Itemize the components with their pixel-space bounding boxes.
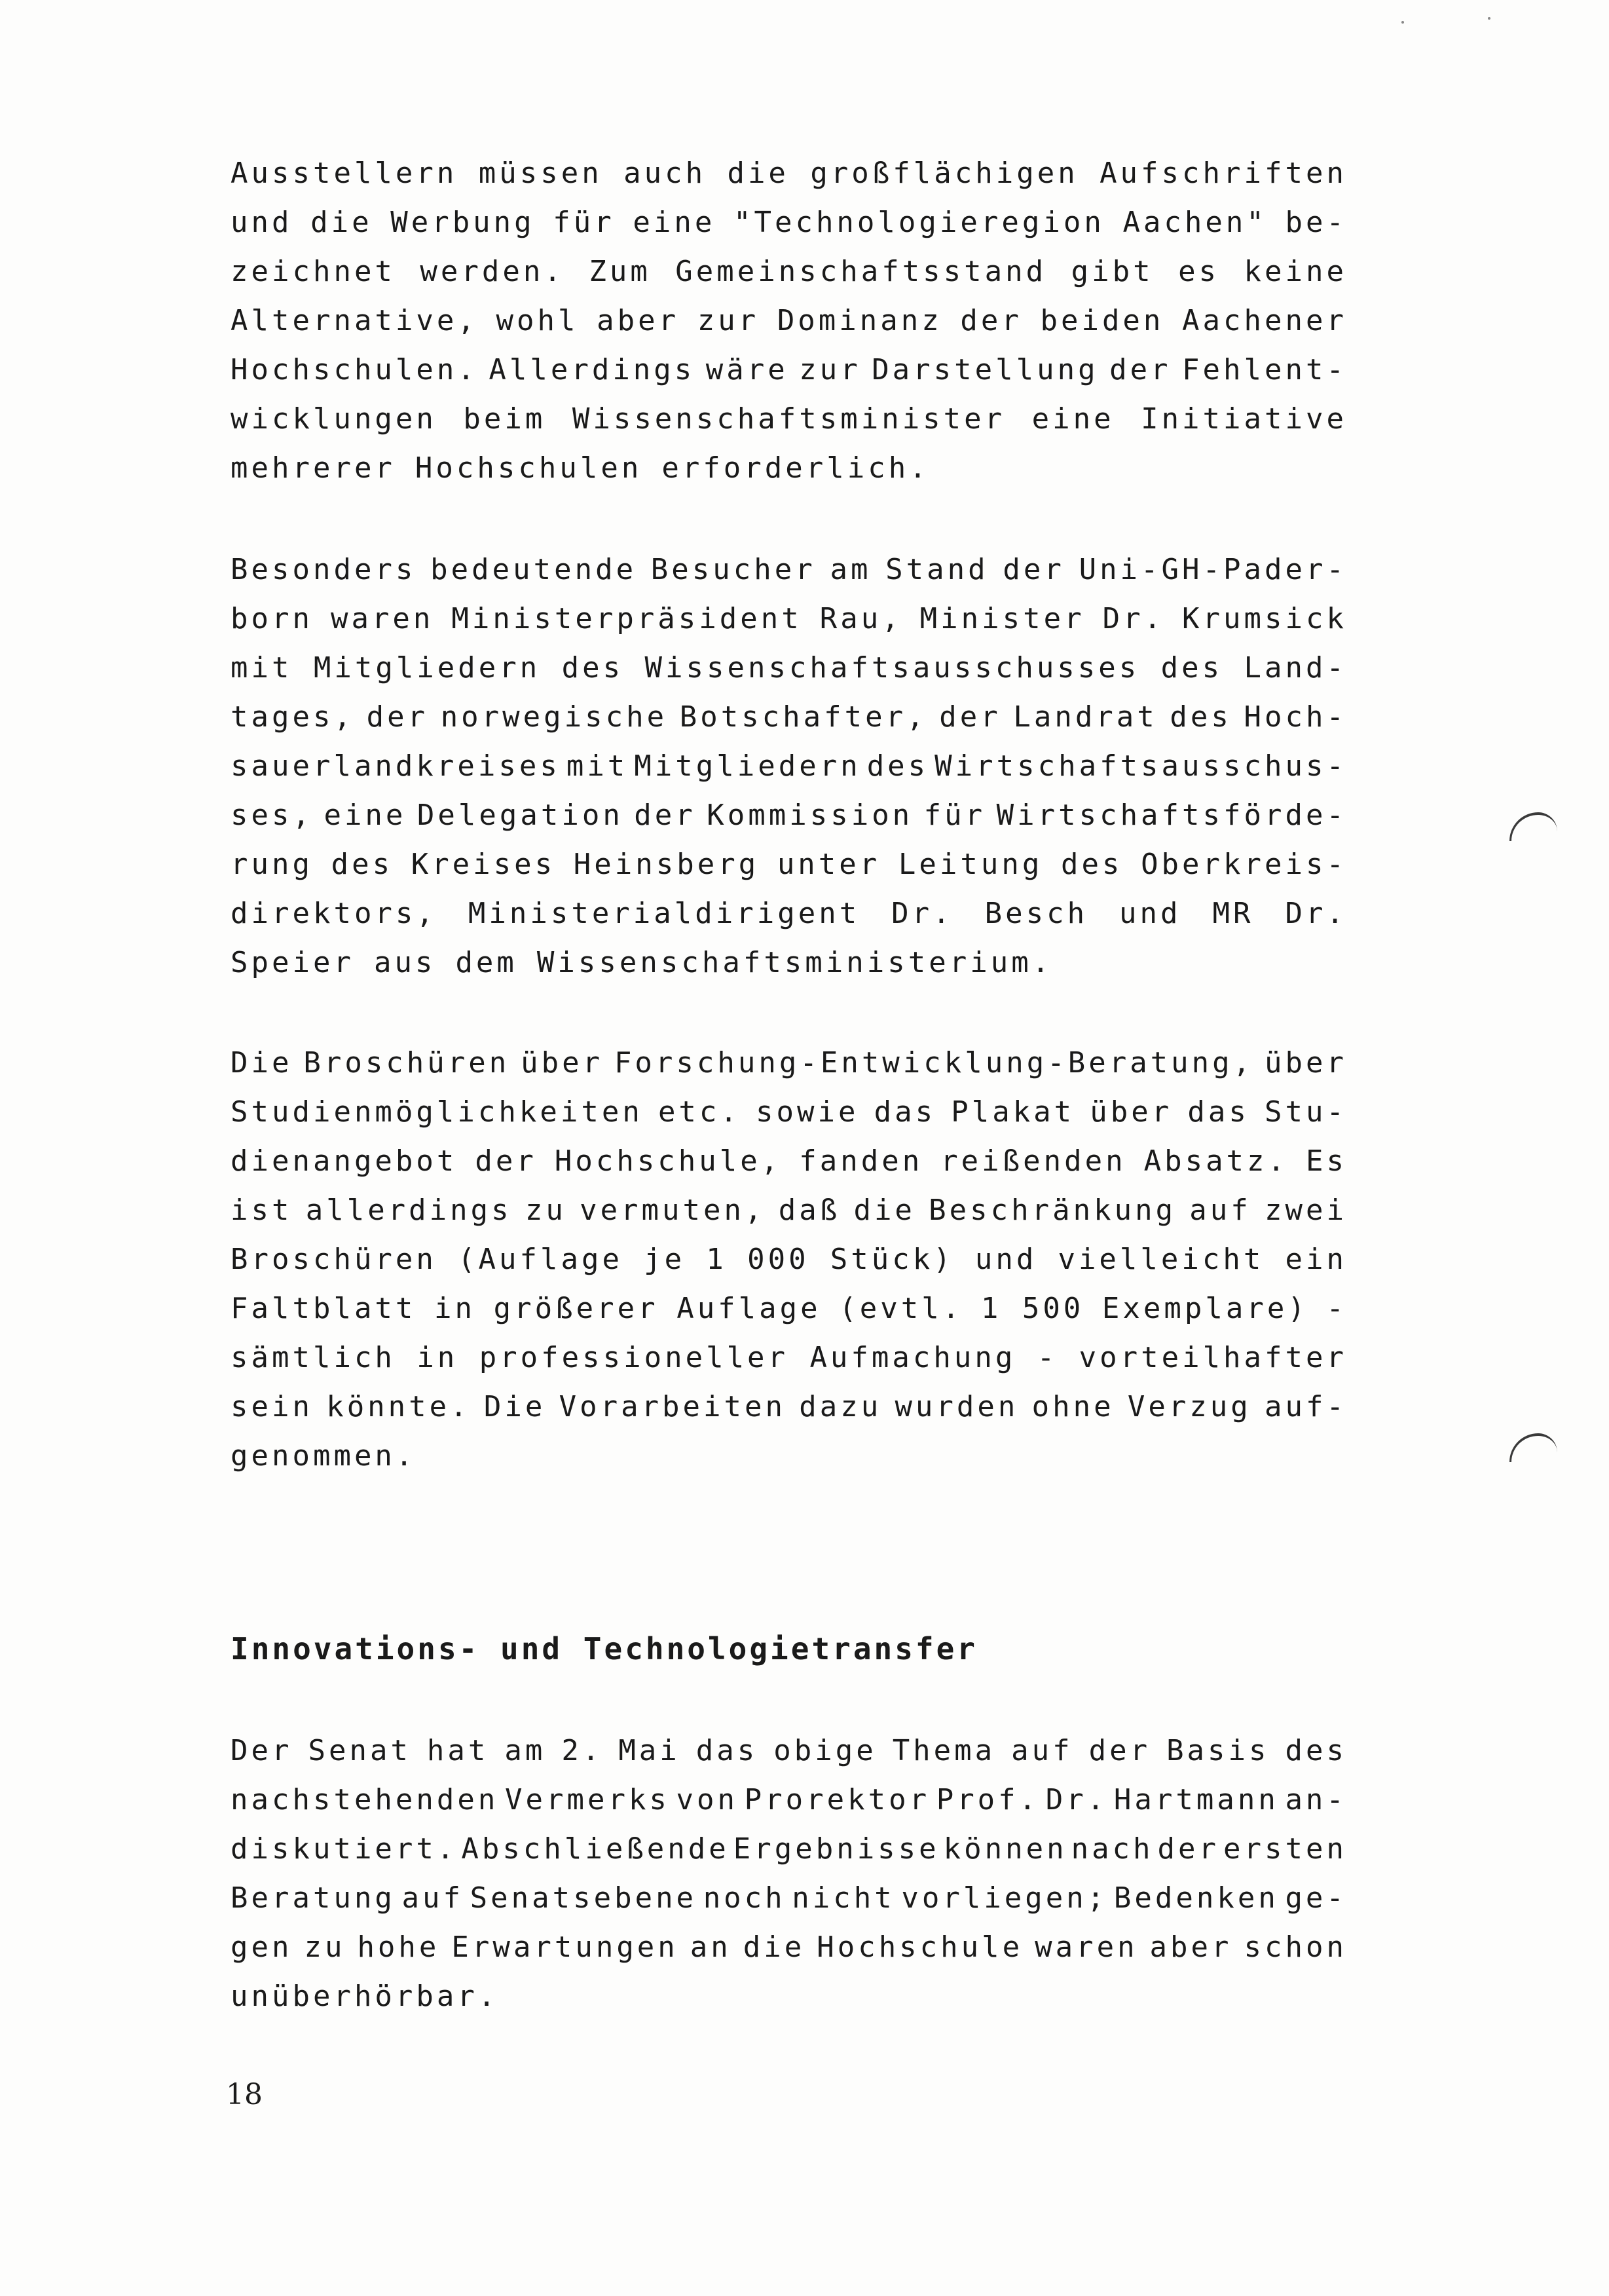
word: Auflage [676,1292,821,1325]
word: vermuten, [580,1194,766,1227]
word: zwei [1265,1194,1347,1227]
word: Oberkreis- [1141,848,1347,881]
word: Alternative, [231,304,478,337]
word: ist [231,1194,293,1227]
word: Initiative [1141,402,1347,436]
word: in [434,1292,476,1325]
word: Thema [892,1734,996,1767]
word: etc. [657,1095,741,1129]
word: Darstellung [872,353,1099,386]
word: Wissenschaftsminister [572,402,1006,436]
word: Fehlent- [1182,353,1347,386]
text-line [231,394,1347,443]
text-line [231,1186,1347,1235]
word: Faltblatt [231,1292,416,1325]
word: sein [231,1390,313,1423]
word: in [416,1341,458,1374]
word: auf [1189,1194,1251,1227]
word: Verzug [1127,1390,1251,1423]
text-line [231,443,1347,493]
word: waren [330,602,434,635]
word: Exemplare) [1101,1292,1308,1325]
word: müssen [478,157,602,190]
word: (Auflage [458,1243,623,1276]
word: Allerdings [489,353,695,386]
word: 1 000 [706,1243,809,1276]
word: dem [455,946,517,979]
word: Besch [984,897,1088,930]
word: Mai [618,1734,680,1767]
text-line [231,1038,1347,1087]
word: Hochschule [817,1930,1024,1964]
word: das [874,1095,936,1129]
word: vielleicht [1058,1243,1265,1276]
word: der [475,1144,537,1178]
text-line [231,1972,1347,2021]
paragraph-brochures [231,1038,1347,1480]
text-line [231,545,1347,594]
word: "Technologieregion [733,206,1105,239]
word: das [1187,1095,1249,1129]
word: nicht [792,1881,895,1915]
word: dazu [799,1390,882,1423]
word: der [939,700,1001,734]
word: wohl [496,304,579,337]
word: die [853,1194,915,1227]
word: großflächigen [810,157,1079,190]
text-line [231,889,1347,938]
text-line [231,1087,1347,1137]
word: der [960,304,1022,337]
word: Broschüren [231,1243,437,1276]
word: Erwartungen [451,1930,678,1964]
text-line [231,1873,1347,1923]
word: norwegische [440,700,668,734]
word: Hochschulen [415,451,642,485]
word: zeichnet [231,255,396,288]
word: der [1157,1832,1220,1866]
word: sowie [756,1095,859,1129]
word: Hochschulen. [231,353,478,386]
word: der [1088,1734,1151,1767]
word: für [923,799,986,832]
word: dienangebot [231,1144,458,1178]
text-line [231,1824,1347,1873]
word: eine [324,799,407,832]
word: Abschließende [461,1832,730,1866]
word: (evtl. [839,1292,963,1325]
word: auf [401,1881,464,1915]
word: Land- [1244,651,1347,685]
word: Aachen" [1122,206,1267,239]
word: Wirtschaftsförde- [996,799,1347,832]
word: Delegation [416,799,623,832]
text-line [231,1431,1347,1480]
word: MR [1212,897,1254,930]
word: des [866,749,929,783]
word: schon [1244,1930,1347,1964]
word: größerer [493,1292,659,1325]
word: Studienmöglichkeiten [231,1095,643,1129]
word: Die [483,1390,546,1423]
text-line [231,1333,1347,1382]
word: zur [799,353,861,386]
word: der [634,799,696,832]
word: des [331,848,394,881]
text-line [231,594,1347,643]
word: Mitgliedern [313,651,541,685]
word: waren [1035,1930,1138,1964]
word: ersten [1223,1832,1347,1866]
word: Wissenschaftsministerium. [536,946,1053,979]
word: gen [231,1930,293,1964]
word: auf- [1265,1390,1347,1423]
word: diskutiert. [231,1832,458,1866]
word: sauerlandkreises [231,749,561,783]
word: Stu- [1265,1095,1347,1129]
punch-hole-mark [1509,1433,1557,1462]
word: ge- [1285,1881,1347,1915]
word: erforderlich. [661,451,930,485]
word: aber [597,304,680,337]
word: hohe [357,1930,440,1964]
word: born [231,602,313,635]
word: Senatsebene [470,1881,697,1915]
word: 2. [561,1734,603,1767]
word: werden. [420,255,564,288]
word: des [561,651,624,685]
word: genommen. [231,1439,416,1473]
word: Dr. [1285,897,1347,930]
word: Es [1306,1144,1347,1178]
word: mit [566,749,629,783]
word: über [1090,1095,1173,1129]
word: Stück) [830,1243,954,1276]
word: Kreises [411,848,556,881]
word: Plakat [951,1095,1075,1129]
word: - [1326,1292,1347,1325]
word: die [310,206,373,239]
word: Hartmann [1113,1783,1279,1816]
word: des [1285,1734,1347,1767]
word: noch [703,1881,786,1915]
word: gibt [1071,255,1154,288]
text-line [231,198,1347,247]
word: an [690,1930,731,1964]
text-line [231,1726,1347,1775]
word: sämtlich [231,1341,396,1374]
word: die [743,1930,805,1964]
word: aber [1149,1930,1232,1964]
word: für [553,206,615,239]
word: Speier [231,946,354,979]
word: des [1060,848,1123,881]
word: nach [1071,1832,1154,1866]
word: bedeutende [430,553,637,586]
word: Leitung [898,848,1043,881]
word: auf [1011,1734,1073,1767]
word: obige [773,1734,877,1767]
word: über [521,1046,604,1080]
word: Vorarbeiten [559,1390,786,1423]
word: Der [231,1734,293,1767]
word: Krumsick [1182,602,1347,635]
text-line [231,643,1347,692]
word: des [1170,700,1232,734]
text-line [231,149,1347,198]
punch-hole-mark [1509,812,1557,841]
text-line [231,345,1347,394]
word: mit [231,651,293,685]
word: Heinsberg [573,848,760,881]
word: keine [1244,255,1347,288]
word: Dr. [891,897,953,930]
text-line [231,791,1347,840]
word: der [366,700,429,734]
word: Besonders [231,553,416,586]
word: Minister [919,602,1085,635]
word: Dr. [1102,602,1165,635]
text-line [231,1284,1347,1333]
text-line [231,1382,1347,1431]
word: mehrerer [231,451,396,485]
word: Ministerpräsident [451,602,802,635]
word: Dominanz [777,304,942,337]
word: es [1178,255,1220,288]
word: Die [231,1046,293,1080]
word: Bedenken [1113,1881,1279,1915]
word: unüberhörbar. [231,1980,499,2013]
word: Prof. [936,1783,1040,1816]
word: - [1037,1341,1058,1374]
word: Beschränkung [929,1194,1177,1227]
word: können [943,1832,1067,1866]
word: Rau, [819,602,902,635]
word: fanden [799,1144,923,1178]
word: Basis [1166,1734,1270,1767]
word: zu [304,1930,346,1964]
text-line [231,296,1347,345]
word: Wissenschaftsausschusses [644,651,1140,685]
word: Absatz. [1143,1144,1289,1178]
word: der [1109,353,1172,386]
word: Landrat [1013,700,1158,734]
word: Aachener [1182,304,1347,337]
scan-speck [1488,17,1490,20]
word: des [1160,651,1223,685]
word: und [231,206,293,239]
word: das [695,1734,758,1767]
word: nachstehenden [231,1783,499,1816]
word: unter [777,848,881,881]
text-line [231,1235,1347,1284]
text-line [231,840,1347,889]
text-line [231,938,1347,987]
word: reißenden [940,1144,1126,1178]
paragraph-senate [231,1726,1347,2021]
word: wicklungen [231,402,437,436]
word: und [1119,897,1181,930]
word: ein [1285,1243,1347,1276]
word: direktors, [231,897,437,930]
page-number: 18 [226,2078,263,2111]
word: professioneller [479,1341,789,1374]
word: beiden [1040,304,1164,337]
word: Dr. [1045,1783,1108,1816]
word: hat [426,1734,489,1767]
word: Ministerialdirigent [468,897,860,930]
word: Prorektor [744,1783,931,1816]
text-line [231,1137,1347,1186]
text-line [231,247,1347,296]
word: wäre [705,353,788,386]
word: zu [525,1194,566,1227]
word: Kommission [707,799,914,832]
paragraph-exhibitors [231,149,1347,493]
word: tages, [231,700,354,734]
word: daß [778,1194,841,1227]
section-heading: Innovations- und Technologietransfer [231,1631,978,1666]
word: Zum [589,255,651,288]
word: eine [633,206,716,239]
word: je [644,1243,686,1276]
word: Vermerks [505,1783,670,1816]
word: Besucher [650,553,816,586]
word: Botschafter, [679,700,927,734]
word: Beratung [231,1881,396,1915]
word: be- [1285,206,1347,239]
word: eine [1031,402,1115,436]
word: aus [373,946,436,979]
word: Gemeinschaftsstand [675,255,1047,288]
word: zur [697,304,760,337]
word: der [1003,553,1065,586]
word: Hoch- [1244,700,1347,734]
word: ohne [1031,1390,1115,1423]
word: wurden [895,1390,1019,1423]
word: Forschung-Entwicklung-Beratung, [614,1046,1254,1080]
word: beim [463,402,546,436]
word: Aufschriften [1100,157,1347,190]
text-line [231,1775,1347,1824]
word: ses, [231,799,313,832]
word: Werbung [390,206,535,239]
word: vorteilhafter [1079,1341,1347,1374]
word: und [974,1243,1037,1276]
word: vorliegen; [901,1881,1108,1915]
text-line [231,692,1347,742]
word: am [504,1734,546,1767]
word: an- [1285,1783,1347,1816]
text-line [231,742,1347,791]
word: 1 500 [980,1292,1084,1325]
word: Ausstellern [231,157,458,190]
word: Aufmachung [809,1341,1016,1374]
text-line [231,1923,1347,1972]
word: die [727,157,789,190]
word: auch [623,157,707,190]
word: über [1265,1046,1347,1080]
word: Wirtschaftsausschus- [934,749,1347,783]
word: Senat [308,1734,411,1767]
word: Broschüren [303,1046,510,1080]
word: Uni-GH-Pader- [1079,553,1347,586]
word: Mitgliedern [634,749,861,783]
word: Stand [885,553,989,586]
word: könnte. [326,1390,471,1423]
paragraph-visitors [231,545,1347,987]
word: von [676,1783,739,1816]
word: rung [231,848,313,881]
word: allerdings [305,1194,512,1227]
word: Hochschule, [554,1144,782,1178]
word: Ergebnisse [733,1832,940,1866]
scan-speck [1401,21,1404,24]
word: am [830,553,872,586]
